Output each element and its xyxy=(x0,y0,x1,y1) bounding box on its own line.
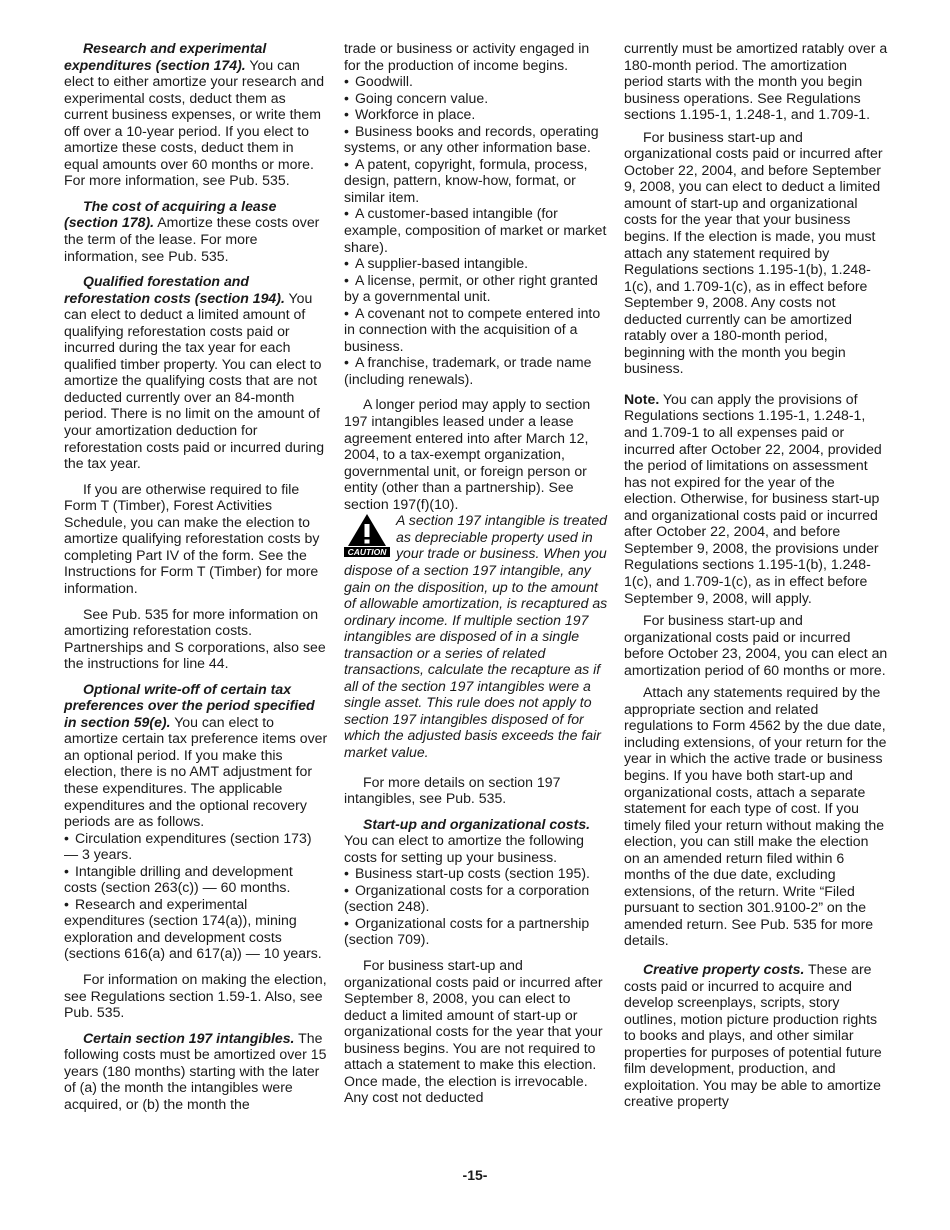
list-item: • Workforce in place. xyxy=(344,106,608,123)
list-item: • Organizational costs for a corporation (section 248). xyxy=(344,882,608,915)
list-item: • A covenant not to compete entered into in connection with the acquisition of a business. xyxy=(344,305,608,355)
column-1 xyxy=(64,40,328,1112)
paragraph-pub-535-reforestation: See Pub. 535 for more information on amortizing reforestation costs. Partnerships and S corporations, also see the instructions for line 44. xyxy=(64,605,326,672)
paragraph-form-t: If you are otherwise required to file Form T (Timber), Forest Activities Schedule, you can make the election to amortize qualifying reforestation costs by completing Part IV of the form. See the Instructions for Form T (Timber) for more information. xyxy=(64,480,320,596)
list-item: • A license, permit, or other right granted by a governmental unit. xyxy=(344,272,608,305)
paragraph-oct-2004-sept-2008: For business start-up and organizational costs paid or incurred after October 22, 2004, and before September 9, 2008, you can elect to deduct a limited amount of start-up and organizational costs for the year that your business begins. If the election is made, you must attach any statement required by Regulations sections 1.195-1(b), 1.248-1(c), and 1.709-1(c), as in effect before September 9, 2008. Any costs not deducted currently can be amortized ratably over a 180-month period, beginning with the month you begin business. xyxy=(624,128,883,377)
paragraph-before-oct-2004: For business start-up and organizational costs paid or incurred before October 23, 2004, you can elect an amortization period of 60 months or more. xyxy=(624,612,888,678)
paragraph-longer-period: A longer period may apply to section 197 intangibles leased under a lease agreement entered into after March 12, 2004, to a tax-exempt organization, governmental unit, or foreign person or entity (other than a partnership). See section 197(f)(10). xyxy=(344,396,591,512)
heading-section-197: Certain section 197 intangibles. xyxy=(83,1029,295,1046)
list-item: • Organizational costs for a partnership (section 709). xyxy=(344,915,608,948)
heading-creative-property: Creative property costs. xyxy=(643,960,805,977)
caution-text: A section 197 intangible is treated as depreciable property used in your trade or business. When you dispose of a section 197 intangible, any gain on the disposition, up to the amount of allowable amortization, is recaptured as ordinary income. If multiple section 197 intangibles are disposed of in a single transaction or a series of related transactions, calculate the recapture as if all of the section 197 intangibles were a single asset. This rule does not apply to section 197 intangibles disposed of for which the adjusted basis exceeds the fair market value. xyxy=(344,512,608,760)
list-item: • Research and experimental expenditures (section 174(a)), mining exploration and development costs (sections 616(a) and 617(a)) — 10 years. xyxy=(64,896,328,962)
paragraph-note: Note. You can apply the provisions of Regulations sections 1.195-1, 1.248-1, and 1.709-1 to all expenses paid or incurred after October 22, 2004, provided the period of limitations on assessment has not expired for the year of the election. Otherwise, for business start-up and organizational costs paid or incurred after October 22, 2004, and before September 9, 2008, the provisions under Regulations sections 1.195-1(b), 1.248-1(c), and 1.709-1(c), as in effect before September 9, 2008, will apply. xyxy=(624,390,882,606)
heading-optional-write-off: Optional write-off of certain tax preferences over the period specified in section 59(e). xyxy=(64,680,315,730)
page-number: -15- xyxy=(462,1167,488,1183)
heading-research-expenditures: Research and experimental expenditures (section 174). xyxy=(64,40,267,73)
paragraph-after-sept-2008: For business start-up and organizational costs paid or incurred after September 8, 2008, you can elect to deduct a limited amount of start-up or organizational costs for the year that your business begins. You are not required to attach a statement to make this election. Once made, the election is irrevocable. Any cost not deducted xyxy=(344,956,603,1106)
list-item: • Intangible drilling and development costs (section 263(c)) — 60 months. xyxy=(64,863,328,896)
caution-box xyxy=(344,512,608,760)
paragraph-section-197-details: For more details on section 197 intangibles, see Pub. 535. xyxy=(344,773,561,807)
list-item: • Business start-up costs (section 195). xyxy=(344,865,608,882)
list-item: • A customer-based intangible (for example, composition of market or market share). xyxy=(344,205,608,255)
paragraph-reforestation: Qualified forestation and reforestation costs (section 194). You can elect to deduct a limited amount of qualifying reforestation costs paid or incurred during the tax year for each qualified timber property. You can elect to amortize the qualifying costs that are not deducted currently over an 84-month period. There is no limit on the amount of your amortization deduction for reforestation costs paid or incurred during the tax year. xyxy=(64,273,325,472)
heading-lease-cost: The cost of acquiring a lease (section 178). xyxy=(64,197,277,231)
list-item: • A patent, copyright, formula, process, design, pattern, know-how, format, or similar item. xyxy=(344,156,608,206)
column-3 xyxy=(624,40,888,1110)
list-item: • Business books and records, operating systems, or any other information base. xyxy=(344,123,608,156)
paragraph-lease-cost: The cost of acquiring a lease (section 178). Amortize these costs over the term of the lease. For more information, see Pub. 535. xyxy=(64,197,320,264)
list-item: • A supplier-based intangible. xyxy=(344,255,608,272)
paragraph-continued: currently must be amortized ratably over a 180-month period. The amortization period starts with the month you begin business operations. See Regulations sections 1.195-1, 1.248-1, and 1.709-1. xyxy=(624,40,888,123)
paragraph-optional-write-off: Optional write-off of certain tax preferences over the period specified in section 59(e). You can elect to amortize certain tax preference items over an optional period. If you make this election, there is no AMT adjustment for these expenditures. The applicable expenditures and the optional recovery periods are as follows. xyxy=(64,680,328,830)
list-item: • Going concern value. xyxy=(344,90,608,107)
paragraph-start-up-costs: Start-up and organizational costs. You can elect to amortize the following costs for setting up your business. xyxy=(344,815,591,865)
list-item: • A franchise, trademark, or trade name (including renewals). xyxy=(344,354,608,387)
paragraph-creative-property: Creative property costs. These are costs paid or incurred to acquire and develop screenplays, scripts, story outlines, motion picture production rights to books and plays, and other similar properties for purposes of potential future film development, production, and exploitation. You may be able to amortize creative property xyxy=(624,960,882,1110)
paragraph-attach-statements: Attach any statements required by the appropriate section and related regulations to Form 4562 by the due date, including extensions, of your return for the year in which the active trade or business begins. If you have both start-up and organizational costs, attach a separate statement for each type of cost. If you timely filed your return without making the election, you can still make the election on an amended return filed within 6 months of the due date, excluding extensions, of the return. Write “Filed pursuant to section 301.9100-2” on the amended return. See Pub. 535 for more details. xyxy=(624,684,887,949)
caution-icon xyxy=(344,512,390,558)
paragraph-election-info: For information on making the election, see Regulations section 1.59-1. Also, see Pub. 535. xyxy=(64,970,327,1021)
list-item: • Goodwill. xyxy=(344,73,608,90)
note-label: Note. xyxy=(624,390,660,407)
list-item: • Circulation expenditures (section 173) — 3 years. xyxy=(64,830,328,863)
paragraph-research-expenditures: Research and experimental expenditures (section 174). You can elect to either amortize your research and experimental costs, deduct them as current business expenses, or write them off over a 10-year period. If you elect to amortize these costs, deduct them in equal amounts over 60 months or more. For more information, see Pub. 535. xyxy=(64,40,325,189)
paragraph-section-197: Certain section 197 intangibles. The following costs must be amortized over 15 years (180 months) starting with the later of (a) the month the intangibles were acquired, or (b) the month the xyxy=(64,1029,327,1112)
heading-reforestation: Qualified forestation and reforestation costs (section 194). xyxy=(64,273,285,306)
caution-label: CAUTION xyxy=(347,547,387,558)
column-2 xyxy=(344,40,608,1106)
paragraph-continued: trade or business or activity engaged in for the production of income begins. xyxy=(344,40,590,73)
heading-start-up-costs: Start-up and organizational costs. xyxy=(363,815,591,832)
